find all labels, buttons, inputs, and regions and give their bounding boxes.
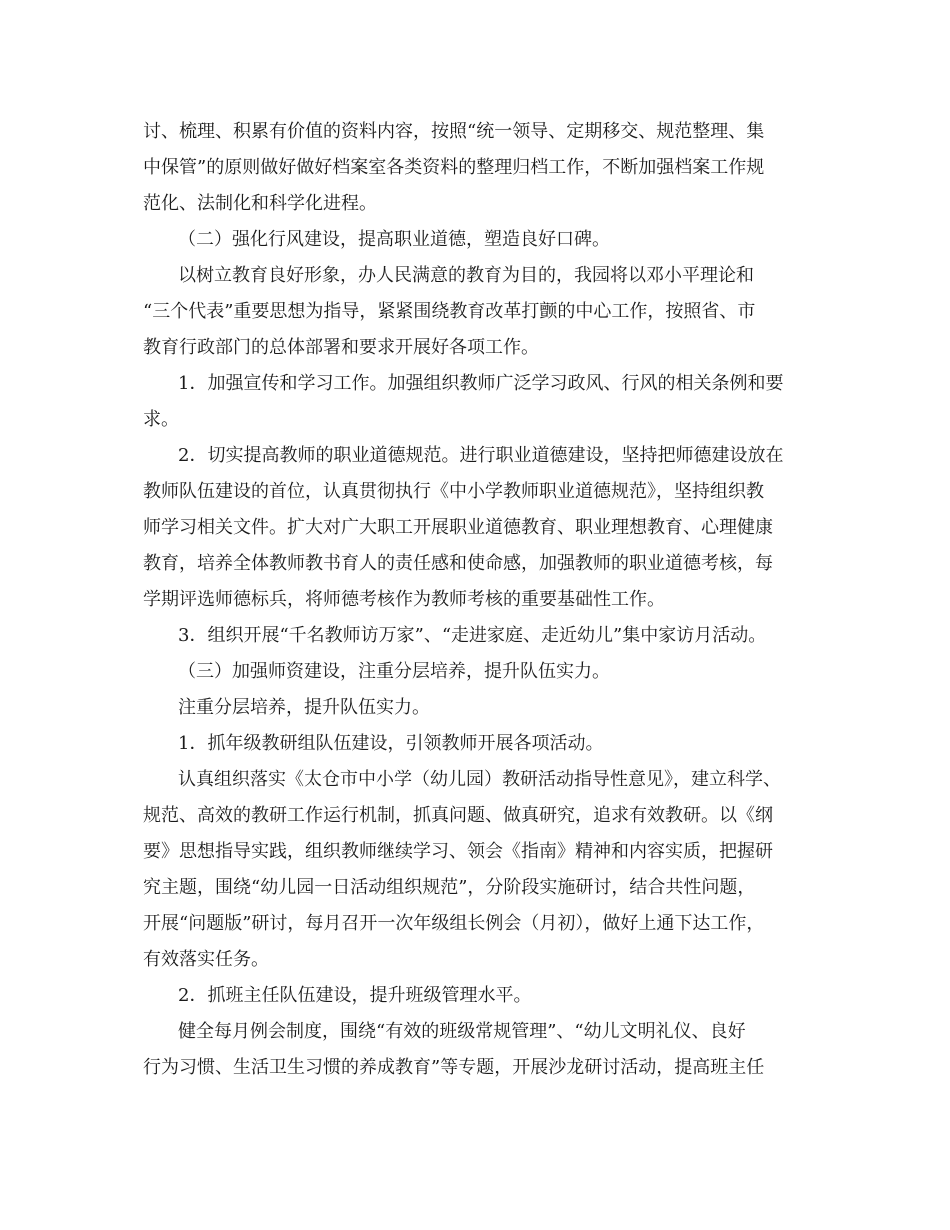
body-text-line: 规范、高效的教研工作运行机制，抓真问题、做真研究，追求有效教研。以《纲 — [143, 805, 773, 826]
body-text-line: 有效落实任务。 — [143, 949, 269, 970]
list-item-2: 2．抓班主任队伍建设，提升班级管理水平。 — [178, 985, 532, 1006]
body-text-line: 行为习惯、生活卫生习惯的养成教育”等专题，开展沙龙研讨活动，提高班主任 — [143, 1057, 765, 1078]
list-item-1: 1．抓年级教研组队伍建设，引领教师开展各项活动。 — [178, 733, 604, 754]
section-heading-2: （二）强化行风建设，提高职业道德，塑造良好口碑。 — [178, 229, 610, 250]
body-text-line: 健全每月例会制度，围绕“有效的班级常规管理”、“幼儿文明礼仪、良好 — [178, 1021, 746, 1042]
body-text-line: 注重分层培养，提升队伍实力。 — [178, 697, 430, 718]
body-text-line: 求。 — [143, 409, 179, 430]
body-text-line: 讨、梳理、积累有价值的资料内容，按照“统一领导、定期移交、规范整理、集 — [143, 121, 765, 142]
body-text-line: 认真组织落实《太仓市中小学（幼儿园）教研活动指导性意见》，建立科学、 — [178, 769, 781, 790]
list-item-3: 3．组织开展“千名教师访万家”、“走进家庭、走近幼儿”集中家访月活动。 — [178, 625, 767, 646]
body-text-line: “三个代表”重要思想为指导，紧紧围绕教育改革打颤的中心工作，按照省、市 — [143, 301, 756, 322]
body-text-line: 教育行政部门的总体部署和要求开展好各项工作。 — [143, 337, 539, 358]
body-text-line: 究主题，围绕“幼儿园一日活动组织规范”，分阶段实施研讨，结合共性问题， — [143, 877, 756, 898]
body-text-line: 中保管”的原则做好做好档案室各类资料的整理归档工作，不断加强档案工作规 — [143, 157, 765, 178]
body-text-line: 范化、法制化和科学化进程。 — [143, 193, 377, 214]
section-heading-3: （三）加强师资建设，注重分层培养，提升队伍实力。 — [178, 661, 610, 682]
body-text-line: 教师队伍建设的首位，认真贯彻执行《中小学教师职业道德规范》，坚持组织教 — [143, 481, 764, 502]
body-text-line: 教育，培养全体教师教书育人的责任感和使命感，加强教师的职业道德考核，每 — [143, 553, 773, 574]
list-item-1: 1．加强宣传和学习工作。加强组织教师广泛学习政风、行风的相关条例和要 — [178, 373, 784, 394]
list-item-2: 2．切实提高教师的职业道德规范。进行职业道德建设，坚持把师德建设放在 — [178, 445, 784, 466]
body-text-line: 开展“问题版”研讨，每月召开一次年级组长例会（月初），做好上通下达工作， — [143, 913, 765, 934]
body-text-line: 师学习相关文件。扩大对广大职工开展职业道德教育、职业理想教育、心理健康 — [143, 517, 773, 538]
body-text-line: 以树立教育良好形象，办人民满意的教育为目的，我园将以邓小平理论和 — [178, 265, 754, 286]
body-text-line: 要》思想指导实践，组织教师继续学习、领会《指南》精神和内容实质，把握研 — [143, 841, 773, 862]
body-text-line: 学期评选师德标兵，将师德考核作为教师考核的重要基础性工作。 — [143, 589, 665, 610]
